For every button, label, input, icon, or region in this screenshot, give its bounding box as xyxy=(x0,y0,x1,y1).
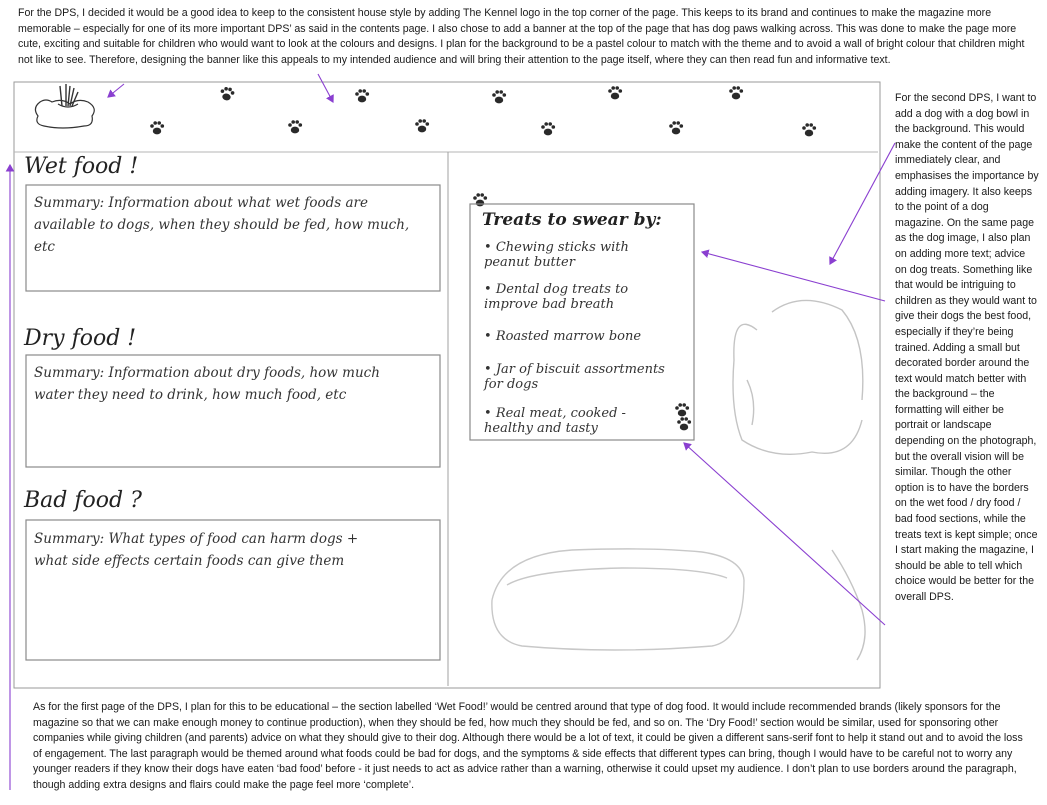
wet-food-summary-line: Summary: Information about what wet foods are xyxy=(34,195,368,211)
dry-food-summary-line: Summary: Information about dry foods, how much xyxy=(34,365,380,381)
treat-item: • Roasted marrow bone xyxy=(484,329,674,344)
bad-food-summary-line: what side effects certain foods can give them xyxy=(34,553,345,569)
treat-item: • Chewing sticks with peanut butter xyxy=(484,240,674,270)
treat-item: • Dental dog treats to improve bad breath xyxy=(484,282,674,312)
dog-sketch-icon xyxy=(733,300,865,660)
kennel-logo-icon xyxy=(35,84,94,128)
dps-sketch xyxy=(12,80,882,690)
treats-title: Treats to swear by: xyxy=(482,210,662,230)
side-annotation: For the second DPS, I want to add a dog with a dog bowl in the background. This would make the content of the page immediately clear, and emphasises the importance by adding imagery. It also keeps to the point of a dog magazine. On the same page as the dog image, I also plan on adding more text; advice on dog treats. Something like that would be intriguing to children as they would want to give their dogs the best food, especially if they’re being trained. Adding a small but decorated border around the text would match better with the background – the formatting will either be portrait or landscape depending on the photograph, but the overall vision will be similar. Though the other option is to have the borders on the wet food / dry food / bad food sections, while the treats text is kept simple; once I start making the magazine, I should be able to tell which choice would be better for the overall DPS. xyxy=(895,92,1039,603)
wet-food-summary-line: available to dogs, when they should be fed, how much, xyxy=(34,217,410,233)
dry-food-title: Dry food ! xyxy=(24,326,137,351)
treat-item: • Jar of biscuit assortments for dogs xyxy=(484,362,674,392)
wet-food-title: Wet food ! xyxy=(24,154,139,179)
bad-food-title: Bad food ? xyxy=(24,488,142,513)
dog-bowl-icon xyxy=(492,549,744,650)
top-annotation: For the DPS, I decided it would be a good idea to keep to the consistent house style by adding The Kennel logo in the top corner of the page. This keeps to its brand and continues to make the magazine more memorable – especially for one of its more important DPS’ as said in the contents page. I also chose to add a banner at the top of the page that has dog paws walking across. This was done to make the page more cute, exciting and suitable for children who would want to look at the colours and designs. I plan for the background to be a pastel colour to match with the theme and to avoid a wall of bright colour that children might not like to see. Therefore, designing the banner like this appeals to my intended audience and will bring their attention to the page itself, where they can then read fun and informative text. xyxy=(18,7,1025,66)
dry-food-summary-line: water they need to drink, how much food, etc xyxy=(34,387,347,403)
bottom-annotation: As for the first page of the DPS, I plan for this to be educational – the section labelled ‘Wet Food!’ would be centred around that type of dog food. It would include recommended brands (likely sponsors for the magazine so that we can make enough money to continue production), when they should be fed, how much they should be fed, and so on. The ‘Dry Food!’ section would be similar, used for sponsoring other companies while giving children (and parents) advice on what they should give to their dog. Although there would be a lot of text, it could be given a different sans-serif font to help it stand out and to avoid the loss of engagement. The last paragraph would be themed around what foods could be bad for dogs, and the symptoms & side effects that different types can bring, though I would have to be careful not to worry any younger readers if they know their dogs have eaten ‘bad food’ before - it just needs to act as advice rather than a warning, otherwise it could upset my audience. I don’t plan to use borders around the paragraph, though adding extra designs and flairs could make the page feel more ‘complete’. xyxy=(33,701,1023,791)
treat-item: • Real meat, cooked - healthy and tasty xyxy=(484,406,674,436)
wet-food-summary-line: etc xyxy=(34,239,55,255)
bad-food-summary-line: Summary: What types of food can harm dogs + xyxy=(34,531,359,547)
